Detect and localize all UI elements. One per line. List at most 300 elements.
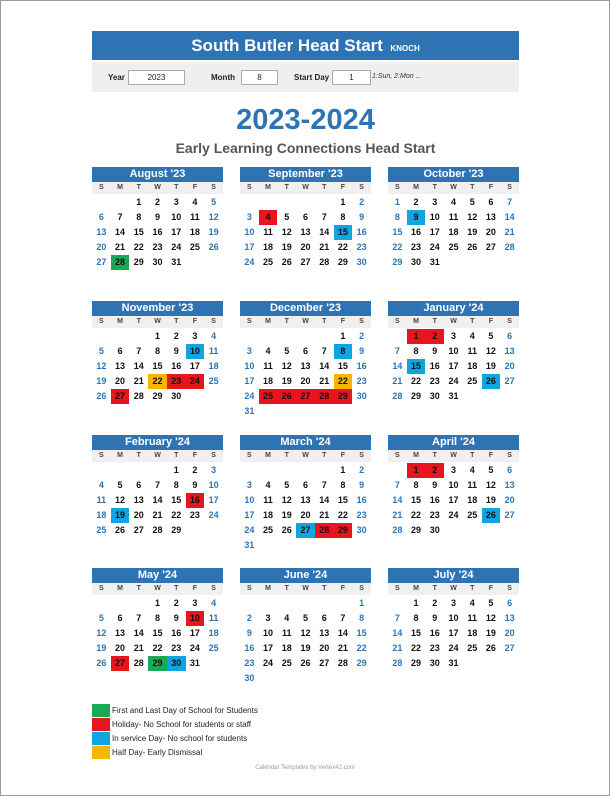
day-cell: 6 [117, 346, 123, 356]
day-cell: 9 [359, 212, 365, 222]
weekday-label: T [470, 585, 475, 592]
day-cell: 19 [96, 376, 107, 386]
weekday-label: T [432, 318, 437, 325]
weekday-label: T [322, 452, 327, 459]
day-cell-red: 1 [407, 463, 426, 478]
day-cell: 5 [488, 465, 494, 475]
month-block [240, 167, 371, 270]
day-cell: 15 [133, 227, 144, 237]
day-cell: 7 [340, 613, 346, 623]
weekday-label: S [507, 452, 512, 459]
day-cell: 5 [469, 197, 475, 207]
empty-cell [259, 329, 278, 344]
weekday-label: S [507, 318, 512, 325]
day-cell: 3 [173, 197, 179, 207]
empty-cell [92, 463, 111, 478]
day-cell: 16 [429, 361, 440, 371]
day-cell: 18 [263, 510, 274, 520]
day-cell: 27 [504, 643, 515, 653]
month-block [240, 435, 371, 553]
day-cell: 5 [284, 212, 290, 222]
day-cell: 4 [284, 613, 290, 623]
day-cell: 12 [485, 480, 496, 490]
day-cell: 24 [448, 643, 459, 653]
day-cell: 26 [281, 257, 292, 267]
day-cell: 9 [359, 346, 365, 356]
day-cell: 15 [411, 628, 422, 638]
day-cell: 12 [300, 628, 311, 638]
legend-item [92, 717, 258, 731]
day-cell: 13 [504, 613, 515, 623]
day-cell: 22 [337, 242, 348, 252]
day-cell: 14 [133, 361, 144, 371]
weekday-label: M [117, 318, 123, 325]
weekday-label: W [302, 585, 309, 592]
day-cell: 27 [133, 525, 144, 535]
year-title: 2023-2024 [236, 104, 375, 136]
day-cell: 21 [133, 376, 144, 386]
day-cell: 24 [208, 510, 219, 520]
month-header: November '23 [92, 301, 223, 316]
month-block [388, 435, 519, 538]
day-cell: 12 [96, 361, 107, 371]
weekday-label: T [174, 318, 179, 325]
day-cell: 6 [507, 331, 513, 341]
day-cell: 16 [171, 628, 182, 638]
day-cell: 14 [392, 495, 403, 505]
day-cell: 19 [208, 227, 219, 237]
day-cell: 24 [429, 242, 440, 252]
day-grid [92, 329, 223, 404]
day-cell: 25 [208, 376, 219, 386]
day-cell: 2 [192, 465, 198, 475]
day-cell: 1 [136, 197, 142, 207]
weekday-label: S [99, 184, 104, 191]
day-cell-red: 27 [111, 389, 130, 404]
weekday-label: M [265, 318, 271, 325]
weekday-label: T [432, 184, 437, 191]
day-cell: 13 [115, 628, 126, 638]
month-input[interactable]: 8 [241, 70, 278, 85]
day-grid [388, 329, 519, 404]
legend-label: Half Day- Early Dismissal [112, 747, 203, 757]
day-cell: 19 [281, 510, 292, 520]
day-cell: 4 [265, 480, 271, 490]
day-cell: 12 [115, 495, 126, 505]
day-cell: 31 [244, 540, 255, 550]
day-cell: 16 [356, 361, 367, 371]
weekday-label: M [265, 452, 271, 459]
day-cell: 2 [359, 331, 365, 341]
day-cell: 26 [208, 242, 219, 252]
day-cell: 2 [154, 197, 160, 207]
day-cell: 10 [244, 361, 255, 371]
day-cell-yellow: 22 [148, 374, 167, 389]
empty-cell [277, 596, 296, 611]
day-cell: 22 [411, 643, 422, 653]
day-cell: 5 [98, 613, 104, 623]
day-cell: 28 [337, 658, 348, 668]
day-cell: 3 [432, 197, 438, 207]
weekday-label: W [154, 585, 161, 592]
day-cell-red: 2 [425, 329, 444, 344]
settings-bar [92, 62, 519, 92]
empty-cell [111, 463, 130, 478]
day-cell-red: 29 [334, 389, 353, 404]
day-cell: 28 [152, 525, 163, 535]
day-cell: 30 [171, 391, 182, 401]
day-cell: 12 [485, 613, 496, 623]
day-cell: 20 [300, 510, 311, 520]
day-cell: 26 [96, 391, 107, 401]
day-cell: 2 [173, 598, 179, 608]
weekday-label: M [117, 452, 123, 459]
day-cell: 17 [448, 495, 459, 505]
day-cell: 1 [394, 197, 400, 207]
day-cell: 10 [244, 227, 255, 237]
day-cell: 8 [413, 613, 419, 623]
day-cell: 30 [429, 391, 440, 401]
weekday-label: T [322, 585, 327, 592]
day-cell: 23 [429, 510, 440, 520]
day-cell: 6 [488, 197, 494, 207]
day-cell: 30 [429, 525, 440, 535]
day-cell: 28 [133, 391, 144, 401]
month-header: February '24 [92, 435, 223, 450]
month-block [388, 301, 519, 404]
day-cell-red: 28 [315, 523, 334, 538]
day-cell: 2 [359, 197, 365, 207]
empty-cell [388, 596, 407, 611]
day-cell: 7 [394, 613, 400, 623]
empty-cell [388, 329, 407, 344]
day-cell-red: 16 [186, 493, 205, 508]
weekday-label: T [174, 452, 179, 459]
day-cell: 16 [171, 361, 182, 371]
day-cell: 4 [469, 598, 475, 608]
weekday-label: T [136, 585, 141, 592]
weekday-label: S [247, 318, 252, 325]
day-cell: 14 [319, 495, 330, 505]
day-cell: 22 [411, 376, 422, 386]
day-cell: 10 [244, 495, 255, 505]
day-grid [240, 195, 371, 270]
day-cell: 23 [189, 510, 200, 520]
day-cell: 22 [356, 643, 367, 653]
month-block [92, 568, 223, 671]
weekday-label: F [340, 318, 346, 325]
weekday-label: M [117, 585, 123, 592]
day-cell: 8 [413, 346, 419, 356]
day-cell: 7 [321, 346, 327, 356]
day-cell: 27 [504, 510, 515, 520]
day-cell: 13 [300, 495, 311, 505]
day-cell: 17 [171, 227, 182, 237]
day-cell: 26 [467, 242, 478, 252]
day-cell: 16 [411, 227, 422, 237]
day-cell: 27 [300, 257, 311, 267]
day-cell: 7 [394, 480, 400, 490]
weekday-label: S [359, 452, 364, 459]
empty-cell [277, 195, 296, 210]
weekday-label: S [211, 184, 216, 191]
empty-cell [92, 596, 111, 611]
day-cell: 11 [448, 212, 459, 222]
day-cell: 15 [411, 495, 422, 505]
month-header: May '24 [92, 568, 223, 583]
day-cell: 10 [448, 480, 459, 490]
day-cell-red: 2 [425, 463, 444, 478]
day-cell: 3 [246, 212, 252, 222]
day-cell: 31 [448, 391, 459, 401]
weekday-label: F [340, 585, 346, 592]
day-cell: 24 [263, 658, 274, 668]
day-cell: 7 [394, 346, 400, 356]
day-cell: 18 [467, 628, 478, 638]
day-cell: 3 [246, 480, 252, 490]
day-cell: 16 [356, 495, 367, 505]
day-cell: 25 [281, 658, 292, 668]
day-cell: 28 [392, 658, 403, 668]
day-cell: 7 [136, 346, 142, 356]
day-cell: 26 [115, 525, 126, 535]
month-block [92, 301, 223, 404]
day-cell: 20 [485, 227, 496, 237]
calendar-subtitle: Early Learning Connections Head Start [175, 140, 436, 156]
day-cell: 22 [152, 643, 163, 653]
day-cell: 13 [300, 361, 311, 371]
empty-cell [92, 329, 111, 344]
day-grid [388, 463, 519, 538]
day-cell: 8 [413, 480, 419, 490]
day-cell-red: 10 [186, 611, 205, 626]
day-cell: 24 [448, 376, 459, 386]
month-header: June '24 [240, 568, 371, 583]
weekday-label: M [413, 184, 419, 191]
day-cell: 19 [467, 227, 478, 237]
weekday-label: S [359, 318, 364, 325]
day-cell-blue: 8 [334, 344, 353, 359]
day-cell-blue: 15 [407, 359, 426, 374]
day-cell: 7 [321, 212, 327, 222]
day-cell: 9 [246, 628, 252, 638]
weekday-label: W [302, 184, 309, 191]
weekday-header-row [92, 450, 223, 462]
day-cell: 25 [448, 242, 459, 252]
day-cell: 22 [411, 510, 422, 520]
empty-cell [334, 596, 353, 611]
month-header: October '23 [388, 167, 519, 182]
day-cell: 19 [300, 643, 311, 653]
empty-cell [259, 463, 278, 478]
month-block [92, 435, 223, 538]
weekday-header-row [240, 316, 371, 328]
weekday-label: S [507, 585, 512, 592]
day-cell: 20 [96, 242, 107, 252]
empty-cell [129, 329, 148, 344]
day-cell: 20 [300, 242, 311, 252]
empty-cell [148, 463, 167, 478]
day-cell: 9 [173, 613, 179, 623]
day-cell: 19 [485, 628, 496, 638]
month-block [388, 568, 519, 671]
day-cell: 17 [448, 361, 459, 371]
day-cell: 3 [192, 598, 198, 608]
weekday-label: T [432, 452, 437, 459]
weekday-label: F [192, 585, 198, 592]
weekday-label: F [340, 452, 346, 459]
weekday-label: S [247, 585, 252, 592]
year-input[interactable]: 2023 [128, 70, 185, 85]
weekday-label: T [136, 452, 141, 459]
weekday-header-row [92, 182, 223, 194]
day-cell: 15 [337, 495, 348, 505]
weekday-label: M [265, 184, 271, 191]
day-cell: 30 [152, 257, 163, 267]
day-cell: 13 [96, 227, 107, 237]
month-block [92, 167, 223, 270]
day-cell: 20 [115, 376, 126, 386]
day-cell: 28 [504, 242, 515, 252]
day-cell: 8 [340, 480, 346, 490]
day-cell: 25 [96, 525, 107, 535]
year-label: Year [108, 73, 125, 82]
day-cell: 8 [394, 212, 400, 222]
day-cell: 4 [450, 197, 456, 207]
start-day-label: Start Day [294, 73, 330, 82]
day-cell-blue: 9 [407, 210, 426, 225]
day-cell: 14 [337, 628, 348, 638]
day-cell: 8 [173, 480, 179, 490]
day-cell: 17 [448, 628, 459, 638]
day-cell: 3 [265, 613, 271, 623]
day-cell: 3 [450, 465, 456, 475]
empty-cell [240, 596, 259, 611]
day-cell: 6 [507, 465, 513, 475]
day-cell: 1 [340, 465, 346, 475]
legend-label: Holiday- No School for students or staff [112, 719, 252, 729]
day-cell: 11 [96, 495, 107, 505]
day-cell: 22 [392, 242, 403, 252]
day-cell: 18 [263, 376, 274, 386]
day-cell: 17 [263, 643, 274, 653]
day-cell: 23 [429, 643, 440, 653]
day-cell: 5 [302, 613, 308, 623]
day-cell-blue: 26 [482, 508, 501, 523]
day-cell: 14 [133, 628, 144, 638]
day-cell: 13 [133, 495, 144, 505]
weekday-label: S [395, 585, 400, 592]
day-cell: 8 [154, 613, 160, 623]
day-grid [240, 329, 371, 419]
day-cell: 25 [467, 376, 478, 386]
weekday-label: F [192, 318, 198, 325]
weekday-header-row [92, 316, 223, 328]
day-cell: 1 [154, 598, 160, 608]
day-cell: 24 [244, 525, 255, 535]
empty-cell [277, 329, 296, 344]
legend-item [92, 703, 258, 717]
weekday-header-row [240, 182, 371, 194]
day-cell: 10 [171, 212, 182, 222]
day-cell: 25 [208, 643, 219, 653]
weekday-label: W [154, 184, 161, 191]
legend-item [92, 745, 258, 759]
empty-cell [296, 463, 315, 478]
weekday-label: M [265, 585, 271, 592]
day-cell: 11 [263, 495, 273, 505]
weekday-header-row [240, 583, 371, 595]
weekday-label: W [302, 452, 309, 459]
day-cell: 16 [429, 495, 440, 505]
month-header: March '24 [240, 435, 371, 450]
day-cell: 2 [432, 598, 438, 608]
day-cell: 16 [429, 628, 440, 638]
day-grid [92, 463, 223, 538]
day-cell: 26 [281, 525, 292, 535]
empty-cell [129, 596, 148, 611]
day-cell: 2 [359, 465, 365, 475]
day-cell: 20 [115, 643, 126, 653]
day-cell: 5 [284, 346, 290, 356]
day-cell: 26 [300, 658, 311, 668]
weekday-label: T [284, 585, 289, 592]
day-cell: 5 [98, 346, 104, 356]
day-cell-red: 23 [167, 374, 186, 389]
legend-label: In service Day- No school for students [112, 733, 248, 743]
day-cell: 11 [467, 346, 477, 356]
day-cell: 8 [136, 212, 142, 222]
day-cell: 24 [189, 643, 200, 653]
empty-cell [296, 329, 315, 344]
day-cell: 17 [208, 495, 219, 505]
day-cell: 15 [152, 628, 163, 638]
title-banner [92, 31, 519, 60]
day-cell-yellow: 22 [334, 374, 353, 389]
day-cell: 18 [208, 628, 219, 638]
weekday-header-row [388, 316, 519, 328]
legend-swatch [92, 732, 110, 745]
weekday-label: T [432, 585, 437, 592]
day-cell: 24 [448, 510, 459, 520]
month-header: July '24 [388, 568, 519, 583]
day-cell: 6 [117, 613, 123, 623]
month-header: September '23 [240, 167, 371, 182]
day-cell: 18 [208, 361, 219, 371]
day-cell: 1 [173, 465, 179, 475]
weekday-label: F [488, 585, 494, 592]
day-cell-red: 28 [315, 389, 334, 404]
day-cell: 6 [302, 212, 308, 222]
day-cell: 14 [392, 628, 403, 638]
start-day-input[interactable]: 1 [332, 70, 371, 85]
day-cell: 18 [467, 495, 478, 505]
day-cell: 22 [171, 510, 182, 520]
weekday-label: W [450, 184, 457, 191]
day-cell: 25 [263, 257, 274, 267]
empty-cell [111, 195, 130, 210]
day-cell: 24 [244, 391, 255, 401]
day-cell: 15 [392, 227, 403, 237]
legend-swatch [92, 746, 110, 759]
day-cell: 15 [356, 628, 367, 638]
weekday-label: T [136, 318, 141, 325]
weekday-header-row [388, 583, 519, 595]
day-cell: 7 [136, 613, 142, 623]
day-cell: 20 [504, 628, 515, 638]
weekday-label: F [488, 318, 494, 325]
day-cell: 1 [154, 331, 160, 341]
